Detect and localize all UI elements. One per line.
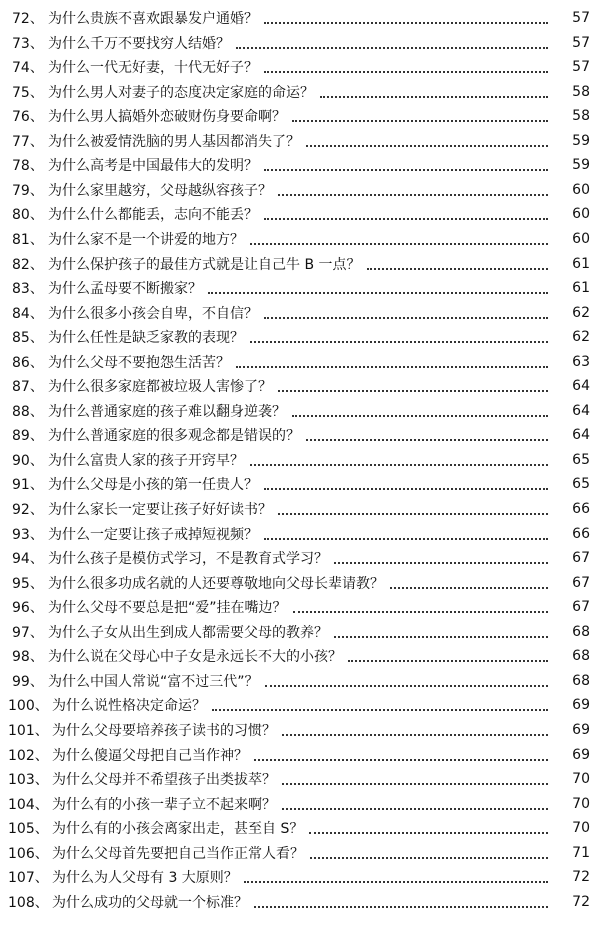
dot-leader	[244, 881, 548, 883]
toc-entry-number: 88、	[12, 403, 44, 420]
toc-entry[interactable]	[0, 350, 600, 374]
toc-entry-number: 106、	[8, 845, 49, 862]
toc-entry-page: 57	[572, 10, 590, 26]
toc-entry-title: 为什么父母不要总是把“爱”挂在嘴边？	[48, 600, 287, 617]
toc-entry-number: 105、	[8, 821, 49, 838]
toc-entry[interactable]	[0, 693, 600, 717]
toc-entry-title: 为什么任性是缺乏家教的表现？	[48, 330, 244, 347]
dot-leader	[250, 464, 548, 466]
toc-entry[interactable]	[0, 6, 600, 30]
toc-entry[interactable]	[0, 522, 600, 546]
toc-entry[interactable]	[0, 153, 600, 177]
dot-leader	[264, 317, 548, 319]
toc-entry-title: 为什么保护孩子的最佳方式就是让自己牛 B 一点？	[48, 256, 361, 273]
toc-entry-title: 为什么为人父母有 3 大原则？	[52, 870, 238, 887]
toc-entry[interactable]	[0, 595, 600, 619]
toc-entry-page: 67	[572, 550, 590, 567]
toc-entry-page: 68	[572, 623, 590, 640]
dot-leader	[334, 636, 548, 638]
toc-entry-number: 108、	[8, 894, 49, 911]
toc-entry[interactable]	[0, 546, 600, 570]
toc-entry[interactable]	[0, 620, 600, 644]
toc-entry-page: 72	[572, 869, 590, 886]
toc-entry[interactable]	[0, 865, 600, 889]
toc-entry[interactable]	[0, 841, 600, 865]
toc-entry-title: 为什么子女从出生到成人都需要父母的教养？	[48, 624, 328, 641]
toc-entry-number: 97、	[12, 624, 44, 641]
toc-entry-title: 为什么千万不要找穷人结婚？	[48, 35, 230, 52]
dot-leader	[236, 366, 548, 368]
dot-leader	[250, 341, 548, 343]
toc-entry-number: 82、	[12, 256, 44, 273]
dot-leader	[293, 611, 548, 613]
toc-entry-number: 98、	[12, 649, 44, 666]
toc-entry[interactable]	[0, 472, 600, 496]
toc-entry-page: 62	[572, 329, 590, 346]
dot-leader	[236, 47, 548, 49]
dot-leader	[264, 169, 548, 171]
dot-leader	[254, 759, 548, 761]
toc-entry[interactable]	[0, 399, 600, 423]
dot-leader	[292, 120, 548, 122]
toc-entry[interactable]	[0, 178, 600, 202]
toc-entry-title: 为什么很多功成名就的人还要尊敬地向父母长辈请教？	[48, 575, 384, 592]
toc-entry[interactable]	[0, 718, 600, 742]
dot-leader	[282, 734, 548, 736]
toc-entry-title: 为什么中国人常说“富不过三代”？	[48, 673, 259, 690]
toc-entry-number: 72、	[12, 11, 44, 27]
toc-entry-title: 为什么父母不要抱怨生活苦？	[48, 354, 230, 371]
dot-leader	[278, 513, 548, 515]
dot-leader	[208, 292, 548, 294]
toc-entry[interactable]	[0, 497, 600, 521]
toc-entry[interactable]	[0, 55, 600, 79]
dot-leader	[282, 783, 548, 785]
toc-entry-page: 59	[572, 157, 590, 174]
dot-leader	[264, 71, 548, 73]
toc-entry-title: 为什么很多家庭都被垃圾人害惨了？	[48, 379, 272, 396]
dot-leader	[334, 562, 548, 564]
toc-entry[interactable]	[0, 80, 600, 104]
toc-entry-page: 61	[572, 255, 590, 272]
toc-entry-page: 70	[572, 795, 590, 812]
toc-entry[interactable]	[0, 301, 600, 325]
toc-entry-title: 为什么很多小孩会自卑，不自信？	[48, 305, 258, 322]
dot-leader	[390, 587, 548, 589]
toc-entry-title: 为什么孟母要不断搬家？	[48, 281, 202, 298]
dot-leader	[306, 145, 548, 147]
toc-entry[interactable]	[0, 104, 600, 128]
toc-entry-title: 为什么普通家庭的孩子难以翻身逆袭？	[48, 403, 286, 420]
dot-leader	[250, 243, 548, 245]
toc-entry-number: 92、	[12, 502, 44, 518]
toc-entry-number: 73、	[12, 35, 44, 52]
toc-entry[interactable]	[0, 743, 600, 767]
toc-entry-number: 104、	[8, 796, 49, 813]
toc-entry-page: 57	[572, 59, 590, 76]
toc-entry[interactable]	[0, 644, 600, 668]
toc-entry[interactable]	[0, 276, 600, 300]
toc-entry-page: 62	[572, 304, 590, 321]
toc-entry-title: 为什么一定要让孩子戒掉短视频？	[48, 526, 258, 543]
toc-entry[interactable]	[0, 374, 600, 398]
toc-entry-number: 100、	[8, 698, 49, 715]
toc-entry-title: 为什么什么都能丢，志向不能丢？	[48, 207, 258, 224]
toc-entry-number: 107、	[8, 870, 49, 887]
toc-entry-page: 65	[572, 476, 590, 493]
toc-entry-number: 102、	[8, 747, 49, 764]
toc-entry[interactable]	[0, 252, 600, 276]
toc-entry-title: 为什么孩子是模仿式学习，不是教育式学习？	[48, 551, 328, 568]
toc-entry-title: 为什么说在父母心中子女是永远长不大的小孩？	[48, 649, 342, 666]
toc-entry-title: 为什么家不是一个讲爱的地方？	[48, 231, 244, 248]
dot-leader	[264, 538, 548, 540]
toc-entry[interactable]	[0, 448, 600, 472]
toc-entry-page: 67	[572, 574, 590, 591]
toc-entry-number: 87、	[12, 379, 44, 396]
toc-entry[interactable]	[0, 129, 600, 153]
toc-entry[interactable]	[0, 816, 600, 840]
dot-leader	[310, 857, 548, 859]
toc-entry-number: 96、	[12, 600, 44, 617]
toc-entry-page: 65	[572, 451, 590, 468]
toc-entry-number: 83、	[12, 281, 44, 298]
toc-entry-title: 为什么普通家庭的很多观念都是错误的？	[48, 428, 300, 445]
toc-entry[interactable]	[0, 423, 600, 447]
dot-leader	[320, 96, 548, 98]
toc-entry-number: 74、	[12, 60, 44, 77]
dot-leader	[212, 709, 548, 711]
toc-entry-title: 为什么男人对妻子的态度决定家庭的命运？	[48, 84, 314, 101]
toc-entry-page: 60	[572, 181, 590, 198]
toc-entry-title: 为什么父母要培养孩子读书的习惯？	[52, 722, 276, 739]
toc-entry-number: 81、	[12, 231, 44, 248]
toc-entry-page: 58	[572, 83, 590, 100]
toc-entry-page: 60	[572, 206, 590, 223]
toc-entry-number: 89、	[12, 428, 44, 445]
toc-entry[interactable]	[0, 571, 600, 595]
toc-entry-number: 78、	[12, 158, 44, 175]
toc-entry-number: 80、	[12, 207, 44, 224]
toc-entry-number: 103、	[8, 772, 49, 789]
toc-entry-number: 93、	[12, 526, 44, 543]
toc-entry-number: 84、	[12, 305, 44, 322]
dot-leader	[278, 194, 548, 196]
dot-leader	[282, 808, 548, 810]
toc-entry-page: 57	[572, 34, 590, 51]
toc-entry-number: 95、	[12, 575, 44, 592]
toc-entry-page: 59	[572, 132, 590, 149]
toc-entry-title: 为什么父母首先要把自己当作正常人看？	[52, 845, 304, 862]
toc-entry[interactable]	[0, 669, 600, 693]
toc-entry[interactable]	[0, 767, 600, 791]
toc-entry-page: 69	[572, 746, 590, 763]
toc-entry-title: 为什么家长一定要让孩子好好读书？	[48, 502, 272, 518]
toc-entry-number: 99、	[12, 673, 44, 690]
toc-entry-title: 为什么傻逼父母把自己当作神？	[52, 747, 248, 764]
toc-entry-page: 63	[572, 353, 590, 370]
toc-entry-page: 71	[572, 844, 590, 861]
dot-leader	[278, 390, 548, 392]
toc-entry-number: 91、	[12, 477, 44, 494]
toc-entry-title: 为什么说性格决定命运？	[52, 698, 206, 715]
dot-leader	[264, 22, 548, 24]
toc-entry-title: 为什么贵族不喜欢跟暴发户通婚？	[48, 11, 258, 27]
toc-entry-title: 为什么高考是中国最伟大的发明？	[48, 158, 258, 175]
toc-entry-number: 75、	[12, 84, 44, 101]
toc-entry-title: 为什么富贵人家的孩子开窍早？	[48, 452, 244, 469]
toc-entry-page: 69	[572, 721, 590, 738]
toc-entry-page: 60	[572, 230, 590, 247]
toc-entry-page: 70	[572, 771, 590, 788]
toc-entry[interactable]	[0, 202, 600, 226]
toc-entry-page: 64	[572, 427, 590, 444]
toc-entry-page: 61	[572, 280, 590, 297]
toc-entry-number: 85、	[12, 330, 44, 347]
toc-entry-page: 72	[572, 893, 590, 910]
dot-leader	[309, 832, 548, 834]
toc-entry-page: 70	[572, 820, 590, 837]
toc-entry-number: 86、	[12, 354, 44, 371]
toc-entry-number: 79、	[12, 182, 44, 199]
dot-leader	[264, 488, 548, 490]
toc-entry-number: 90、	[12, 452, 44, 469]
dot-leader	[292, 415, 548, 417]
toc-entry-number: 77、	[12, 133, 44, 150]
toc-entry-title: 为什么有的小孩会离家出走，甚至自 S？	[52, 821, 304, 838]
toc-entry-page: 68	[572, 648, 590, 665]
toc-entry-title: 为什么父母是小孩的第一任贵人？	[48, 477, 258, 494]
dot-leader	[367, 268, 548, 270]
toc-entry-title: 为什么成功的父母就一个标准？	[52, 894, 248, 911]
dot-leader	[254, 906, 548, 908]
toc-entry-title: 为什么有的小孩一辈子立不起来啊？	[52, 796, 276, 813]
toc-entry-page: 64	[572, 378, 590, 395]
toc-entry-page: 64	[572, 402, 590, 419]
toc-entry-number: 101、	[8, 722, 49, 739]
dot-leader	[264, 218, 548, 220]
toc-entry[interactable]	[0, 890, 600, 914]
toc-entry-title: 为什么父母并不希望孩子出类拔萃？	[52, 772, 276, 789]
toc-entry-page: 67	[572, 599, 590, 616]
toc-entry-page: 58	[572, 108, 590, 125]
toc-entry-title: 为什么被爱情洗脑的男人基因都消失了？	[48, 133, 300, 150]
dot-leader	[306, 439, 548, 441]
toc-entry[interactable]	[0, 227, 600, 251]
toc-entry-page: 66	[572, 501, 590, 517]
toc-entry[interactable]	[0, 31, 600, 55]
toc-entry[interactable]	[0, 325, 600, 349]
toc-entry-number: 76、	[12, 109, 44, 126]
toc-entry-page: 66	[572, 525, 590, 542]
toc-entry-title: 为什么男人搞婚外恋破财伤身要命啊？	[48, 109, 286, 126]
toc-entry-page: 69	[572, 697, 590, 714]
toc-entry-page: 68	[572, 672, 590, 689]
toc-entry-title: 为什么家里越穷，父母越纵容孩子？	[48, 182, 272, 199]
toc-entry-title: 为什么一代无好妻，十代无好子？	[48, 60, 258, 77]
toc-entry[interactable]	[0, 792, 600, 816]
dot-leader	[348, 660, 548, 662]
dot-leader	[265, 685, 548, 687]
toc-entry-number: 94、	[12, 551, 44, 568]
